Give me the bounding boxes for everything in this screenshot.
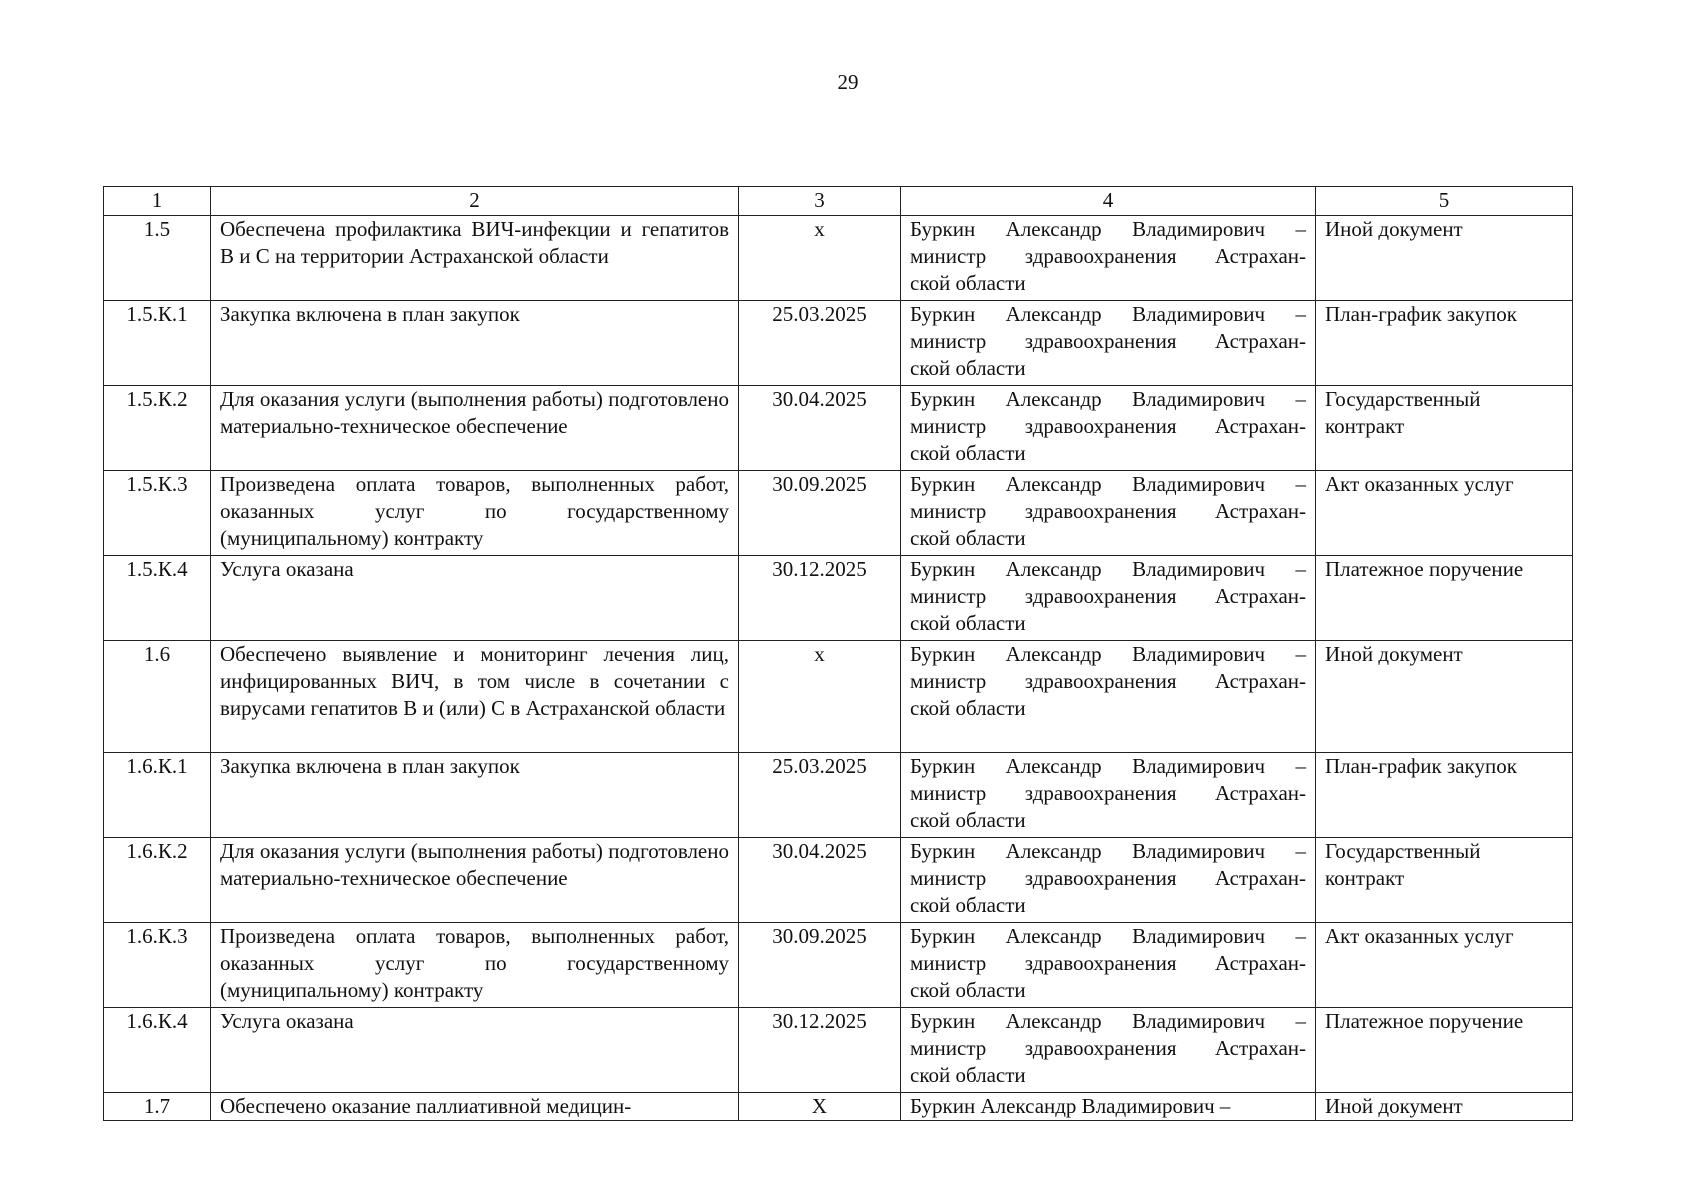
- responsible-cell: [901, 1093, 1316, 1121]
- responsible-line: Буркин Александр Владимирович –: [910, 302, 1306, 326]
- responsible-line: Буркин Александр Владимирович –: [910, 217, 1306, 241]
- date-cell: 25.03.2025: [739, 301, 901, 386]
- plan-table: [103, 186, 1573, 1121]
- responsible-line: министр здравоохранения Астрахан-: [910, 866, 1306, 890]
- header-cell-2: 2: [211, 187, 739, 216]
- responsible-line: министр здравоохранения Астрахан-: [910, 329, 1306, 353]
- responsible-line: Буркин Александр Владимирович –: [910, 472, 1306, 496]
- responsible-line: ской области: [910, 356, 1026, 380]
- document-cell: Акт оказанных услуг: [1316, 923, 1573, 1008]
- result-cell: Для оказания услуги (выполнения работы) подготовлено материально-техническое обеспечение: [211, 386, 739, 471]
- responsible-line: ской области: [910, 893, 1026, 917]
- responsible-line: ской области: [910, 441, 1026, 465]
- table-row: [104, 923, 1573, 1008]
- responsible-line: ской области: [910, 978, 1026, 1002]
- table-row: [104, 1008, 1573, 1093]
- responsible-cell: [901, 386, 1316, 471]
- responsible-line: ской области: [910, 611, 1026, 635]
- table-row: [104, 753, 1573, 838]
- responsible-line: ской области: [910, 696, 1026, 720]
- table-body: [104, 216, 1573, 1121]
- document-cell: План-график закупок: [1316, 301, 1573, 386]
- row-number-cell: 1.5: [104, 216, 211, 301]
- responsible-line: Буркин Александр Владимирович –: [910, 1094, 1231, 1118]
- result-cell: Обеспечено оказание паллиативной медицин-: [211, 1093, 739, 1121]
- page-number: 29: [837, 70, 859, 94]
- result-cell: Произведена оплата товаров, выполненных работ, оказанных услуг по государственному (муниципальному) контракту: [211, 923, 739, 1008]
- document-cell: План-график закупок: [1316, 753, 1573, 838]
- responsible-cell: [901, 216, 1316, 301]
- result-cell: Обеспечено выявление и мониторинг лечения лиц, инфицированных ВИЧ, в том числе в сочетании с вирусами гепатитов В и (или) С в Астраханской области: [211, 641, 739, 753]
- row-number-cell: 1.7: [104, 1093, 211, 1121]
- responsible-cell: [901, 556, 1316, 641]
- responsible-line: Буркин Александр Владимирович –: [910, 924, 1306, 948]
- document-cell: Государственный контракт: [1316, 838, 1573, 923]
- date-cell: 30.12.2025: [739, 556, 901, 641]
- header-cell-5: 5: [1316, 187, 1573, 216]
- document-cell: Платежное поручение: [1316, 556, 1573, 641]
- result-cell: Произведена оплата товаров, выполненных работ, оказанных услуг по государственному (муниципальному) контракту: [211, 471, 739, 556]
- table-row: [104, 386, 1573, 471]
- row-number-cell: 1.5.К.1: [104, 301, 211, 386]
- responsible-cell: [901, 471, 1316, 556]
- row-number-cell: 1.6.К.2: [104, 838, 211, 923]
- date-cell: 30.04.2025: [739, 838, 901, 923]
- responsible-line: ской области: [910, 526, 1026, 550]
- responsible-line: ской области: [910, 271, 1026, 295]
- responsible-line: Буркин Александр Владимирович –: [910, 642, 1306, 666]
- row-number-cell: 1.6: [104, 641, 211, 753]
- row-number-cell: 1.6.К.4: [104, 1008, 211, 1093]
- responsible-cell: [901, 1008, 1316, 1093]
- date-cell: 30.09.2025: [739, 923, 901, 1008]
- responsible-line: министр здравоохранения Астрахан-: [910, 584, 1306, 608]
- table-row: [104, 216, 1573, 301]
- date-cell: х: [739, 216, 901, 301]
- result-cell: Закупка включена в план закупок: [211, 753, 739, 838]
- responsible-line: министр здравоохранения Астрахан-: [910, 669, 1306, 693]
- responsible-cell: [901, 753, 1316, 838]
- responsible-line: ской области: [910, 1063, 1026, 1087]
- result-cell: Для оказания услуги (выполнения работы) подготовлено материально-техническое обеспечение: [211, 838, 739, 923]
- date-cell: Х: [739, 1093, 901, 1121]
- responsible-line: Буркин Александр Владимирович –: [910, 1009, 1306, 1033]
- responsible-line: Буркин Александр Владимирович –: [910, 557, 1306, 581]
- table-row: [104, 556, 1573, 641]
- header-cell-1: 1: [104, 187, 211, 216]
- responsible-line: министр здравоохранения Астрахан-: [910, 781, 1306, 805]
- responsible-cell: [901, 641, 1316, 753]
- responsible-line: министр здравоохранения Астрахан-: [910, 951, 1306, 975]
- table-row: [104, 838, 1573, 923]
- row-number-cell: 1.5.К.3: [104, 471, 211, 556]
- result-cell: Закупка включена в план закупок: [211, 301, 739, 386]
- document-cell: Иной документ: [1316, 216, 1573, 301]
- header-row: [104, 187, 1573, 216]
- responsible-line: министр здравоохранения Астрахан-: [910, 244, 1306, 268]
- date-cell: 25.03.2025: [739, 753, 901, 838]
- table-row: [104, 1093, 1573, 1121]
- header-cell-4: 4: [901, 187, 1316, 216]
- responsible-line: министр здравоохранения Астрахан-: [910, 1036, 1306, 1060]
- document-cell: Акт оказанных услуг: [1316, 471, 1573, 556]
- table-row: [104, 471, 1573, 556]
- date-cell: 30.12.2025: [739, 1008, 901, 1093]
- date-cell: 30.09.2025: [739, 471, 901, 556]
- date-cell: х: [739, 641, 901, 753]
- row-number-cell: 1.5.К.2: [104, 386, 211, 471]
- document-cell: Иной документ: [1316, 641, 1573, 753]
- row-number-cell: 1.6.К.1: [104, 753, 211, 838]
- date-cell: 30.04.2025: [739, 386, 901, 471]
- table-row: [104, 641, 1573, 753]
- responsible-line: Буркин Александр Владимирович –: [910, 754, 1306, 778]
- responsible-line: Буркин Александр Владимирович –: [910, 387, 1306, 411]
- row-number-cell: 1.6.К.3: [104, 923, 211, 1008]
- responsible-cell: [901, 923, 1316, 1008]
- responsible-line: Буркин Александр Владимирович –: [910, 839, 1306, 863]
- row-number-cell: 1.5.К.4: [104, 556, 211, 641]
- responsible-cell: [901, 301, 1316, 386]
- result-cell: Обеспечена профилактика ВИЧ-инфекции и гепатитов В и С на территории Астраханской области: [211, 216, 739, 301]
- responsible-cell: [901, 838, 1316, 923]
- document-cell: Иной документ: [1316, 1093, 1573, 1121]
- responsible-line: ской области: [910, 808, 1026, 832]
- document-cell: Государственный контракт: [1316, 386, 1573, 471]
- document-cell: Платежное поручение: [1316, 1008, 1573, 1093]
- result-cell: Услуга оказана: [211, 1008, 739, 1093]
- table-row: [104, 301, 1573, 386]
- result-cell: Услуга оказана: [211, 556, 739, 641]
- responsible-line: министр здравоохранения Астрахан-: [910, 414, 1306, 438]
- responsible-line: министр здравоохранения Астрахан-: [910, 499, 1306, 523]
- header-cell-3: 3: [739, 187, 901, 216]
